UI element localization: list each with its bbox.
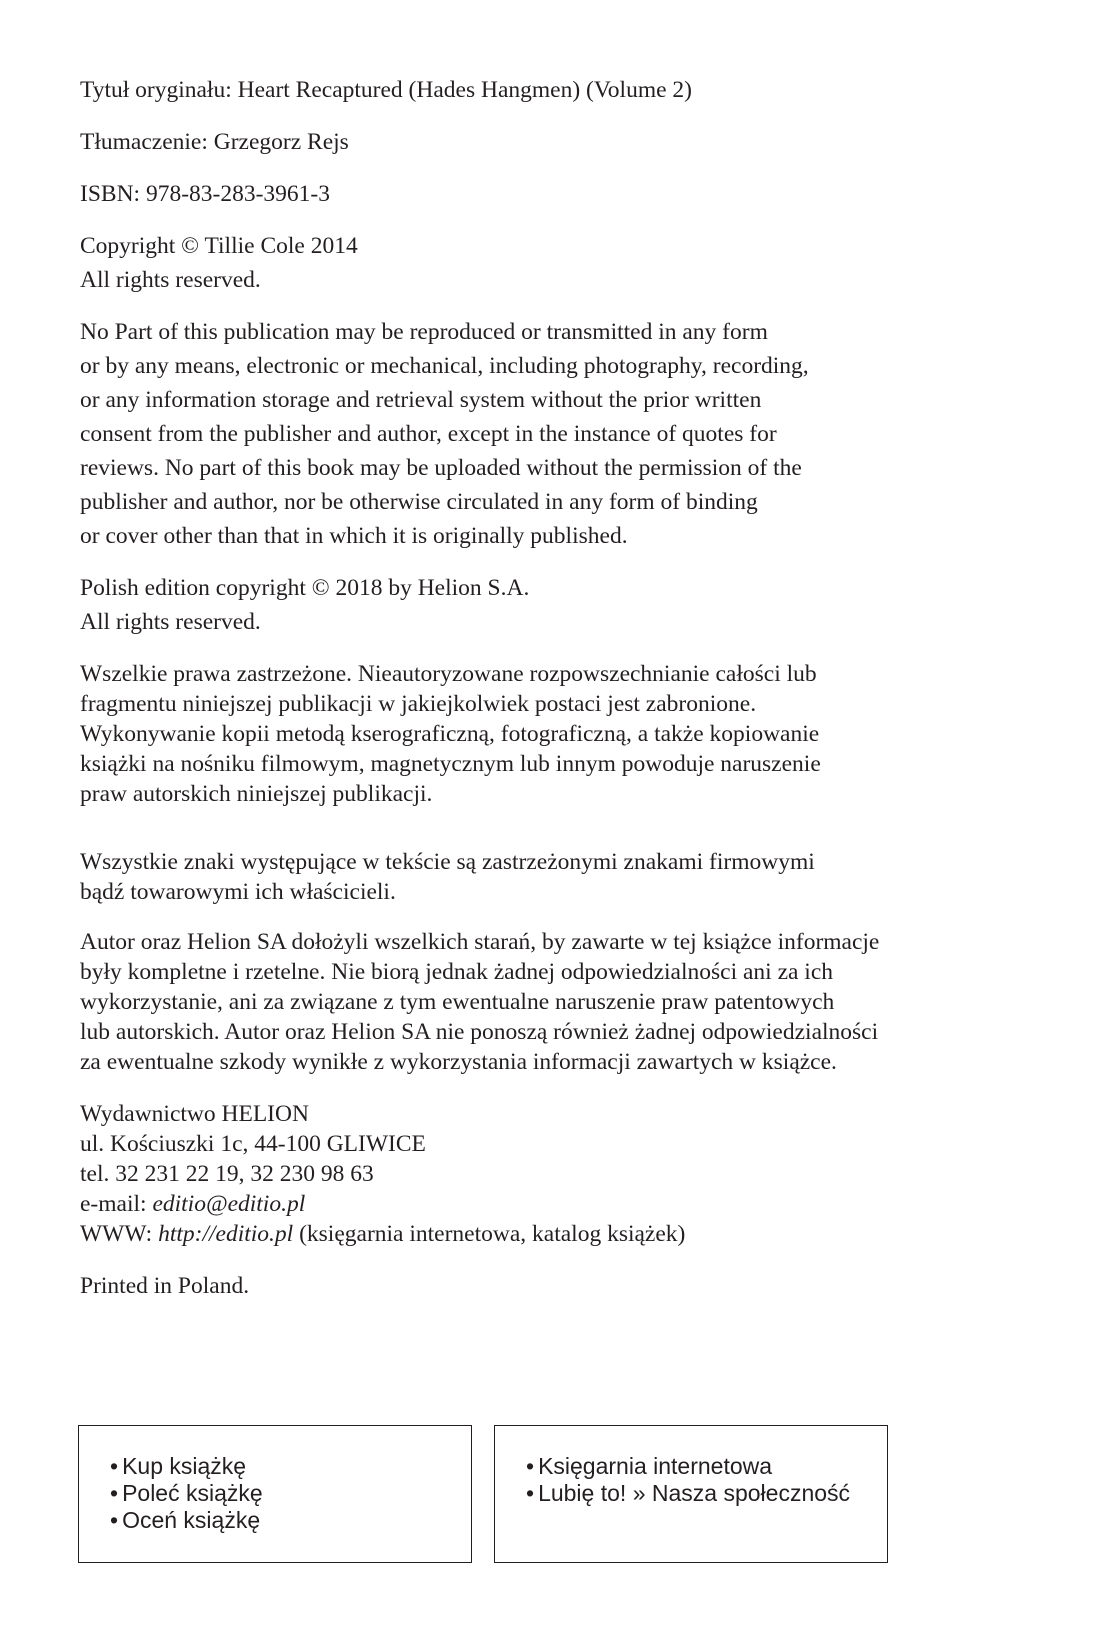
bookstore-box xyxy=(494,1425,888,1563)
rights-reserved-line: All rights reserved. xyxy=(80,267,261,293)
rights-notice-en-line: publisher and author, nor be otherwise circulated in any form of binding xyxy=(80,489,758,515)
publisher-name: Wydawnictwo HELION xyxy=(80,1101,309,1127)
publisher-email xyxy=(80,1193,305,1217)
liability-notice-line: za ewentualne szkody wynikłe z wykorzystania informacji zawartych w książce. xyxy=(80,1049,837,1075)
polish-copyright-line: Polish edition copyright © 2018 by Helion S.A. xyxy=(80,575,530,601)
bullet-icon: • xyxy=(110,1507,119,1533)
link-label: Oceń książkę xyxy=(122,1507,261,1533)
publisher-address: ul. Kościuszki 1c, 44-100 GLIWICE xyxy=(80,1131,426,1157)
rate-book-link[interactable] xyxy=(110,1509,260,1532)
www-link[interactable]: http://editio.pl xyxy=(158,1221,294,1247)
online-bookstore-link[interactable] xyxy=(526,1455,772,1478)
rights-notice-en-line: or any information storage and retrieval system without the prior written xyxy=(80,387,762,413)
original-title: Tytuł oryginału: Heart Recaptured (Hades Hangmen) (Volume 2) xyxy=(80,77,692,103)
www-note: (księgarnia internetowa, katalog książek) xyxy=(293,1221,686,1247)
trademarks-notice-line: Wszystkie znaki występujące w tekście są zastrzeżonymi znakami firmowymi xyxy=(80,849,815,875)
rights-notice-pl-line: Wszelkie prawa zastrzeżone. Nieautoryzowane rozpowszechnianie całości lub xyxy=(80,661,817,687)
community-link[interactable] xyxy=(526,1482,850,1505)
copyright-line: Copyright © Tillie Cole 2014 xyxy=(80,233,358,259)
rights-notice-en-line: No Part of this publication may be reproduced or transmitted in any form xyxy=(80,319,768,345)
liability-notice-line: wykorzystanie, ani za związane z tym ewentualne naruszenie praw patentowych xyxy=(80,989,835,1015)
bullet-icon: • xyxy=(110,1453,119,1479)
rights-notice-pl-line: Wykonywanie kopii metodą kserograficzną, fotograficzną, a także kopiowanie xyxy=(80,721,820,747)
rights-notice-pl-line: książki na nośniku filmowym, magnetycznym lub innym powoduje naruszenie xyxy=(80,751,821,777)
printed-in: Printed in Poland. xyxy=(80,1273,250,1299)
liability-notice-line: Autor oraz Helion SA dołożyli wszelkich starań, by zawarte w tej książce informacje xyxy=(80,929,880,955)
bullet-icon: • xyxy=(110,1480,119,1506)
link-label: Kup książkę xyxy=(122,1453,247,1479)
buy-book-link[interactable] xyxy=(110,1455,246,1478)
publisher-www xyxy=(80,1223,685,1247)
bullet-icon: • xyxy=(526,1480,535,1506)
rights-notice-en-line: consent from the publisher and author, except in the instance of quotes for xyxy=(80,421,777,447)
recommend-book-link[interactable] xyxy=(110,1482,263,1505)
rights-notice-en-line: or cover other than that in which it is originally published. xyxy=(80,523,628,549)
liability-notice-line: były kompletne i rzetelne. Nie biorą jednak żadnej odpowiedzialności ani za ich xyxy=(80,959,834,985)
www-label: WWW: xyxy=(80,1221,159,1247)
rights-notice-en-line: or by any means, electronic or mechanical, including photography, recording, xyxy=(80,353,809,379)
bullet-icon: • xyxy=(526,1453,535,1479)
translator: Tłumaczenie: Grzegorz Rejs xyxy=(80,129,349,155)
rights-reserved-line: All rights reserved. xyxy=(80,609,261,635)
trademarks-notice-line: bądź towarowymi ich właścicieli. xyxy=(80,879,396,905)
rights-notice-en-line: reviews. No part of this book may be uploaded without the permission of the xyxy=(80,455,802,481)
rights-notice-pl-line: fragmentu niniejszej publikacji w jakiejkolwiek postaci jest zabronione. xyxy=(80,691,757,717)
link-label: Lubię to! » Nasza społeczność xyxy=(538,1480,851,1506)
isbn: ISBN: 978-83-283-3961-3 xyxy=(80,181,330,207)
publisher-phone: tel. 32 231 22 19, 32 230 98 63 xyxy=(80,1161,374,1187)
book-actions-box xyxy=(78,1425,472,1563)
liability-notice-line: lub autorskich. Autor oraz Helion SA nie ponoszą również żadnej odpowiedzialności xyxy=(80,1019,879,1045)
rights-notice-pl-line: praw autorskich niniejszej publikacji. xyxy=(80,781,433,807)
email-link[interactable]: editio@editio.pl xyxy=(152,1191,306,1217)
link-label: Poleć książkę xyxy=(122,1480,263,1506)
link-label: Księgarnia internetowa xyxy=(538,1453,773,1479)
email-label: e-mail: xyxy=(80,1191,153,1217)
